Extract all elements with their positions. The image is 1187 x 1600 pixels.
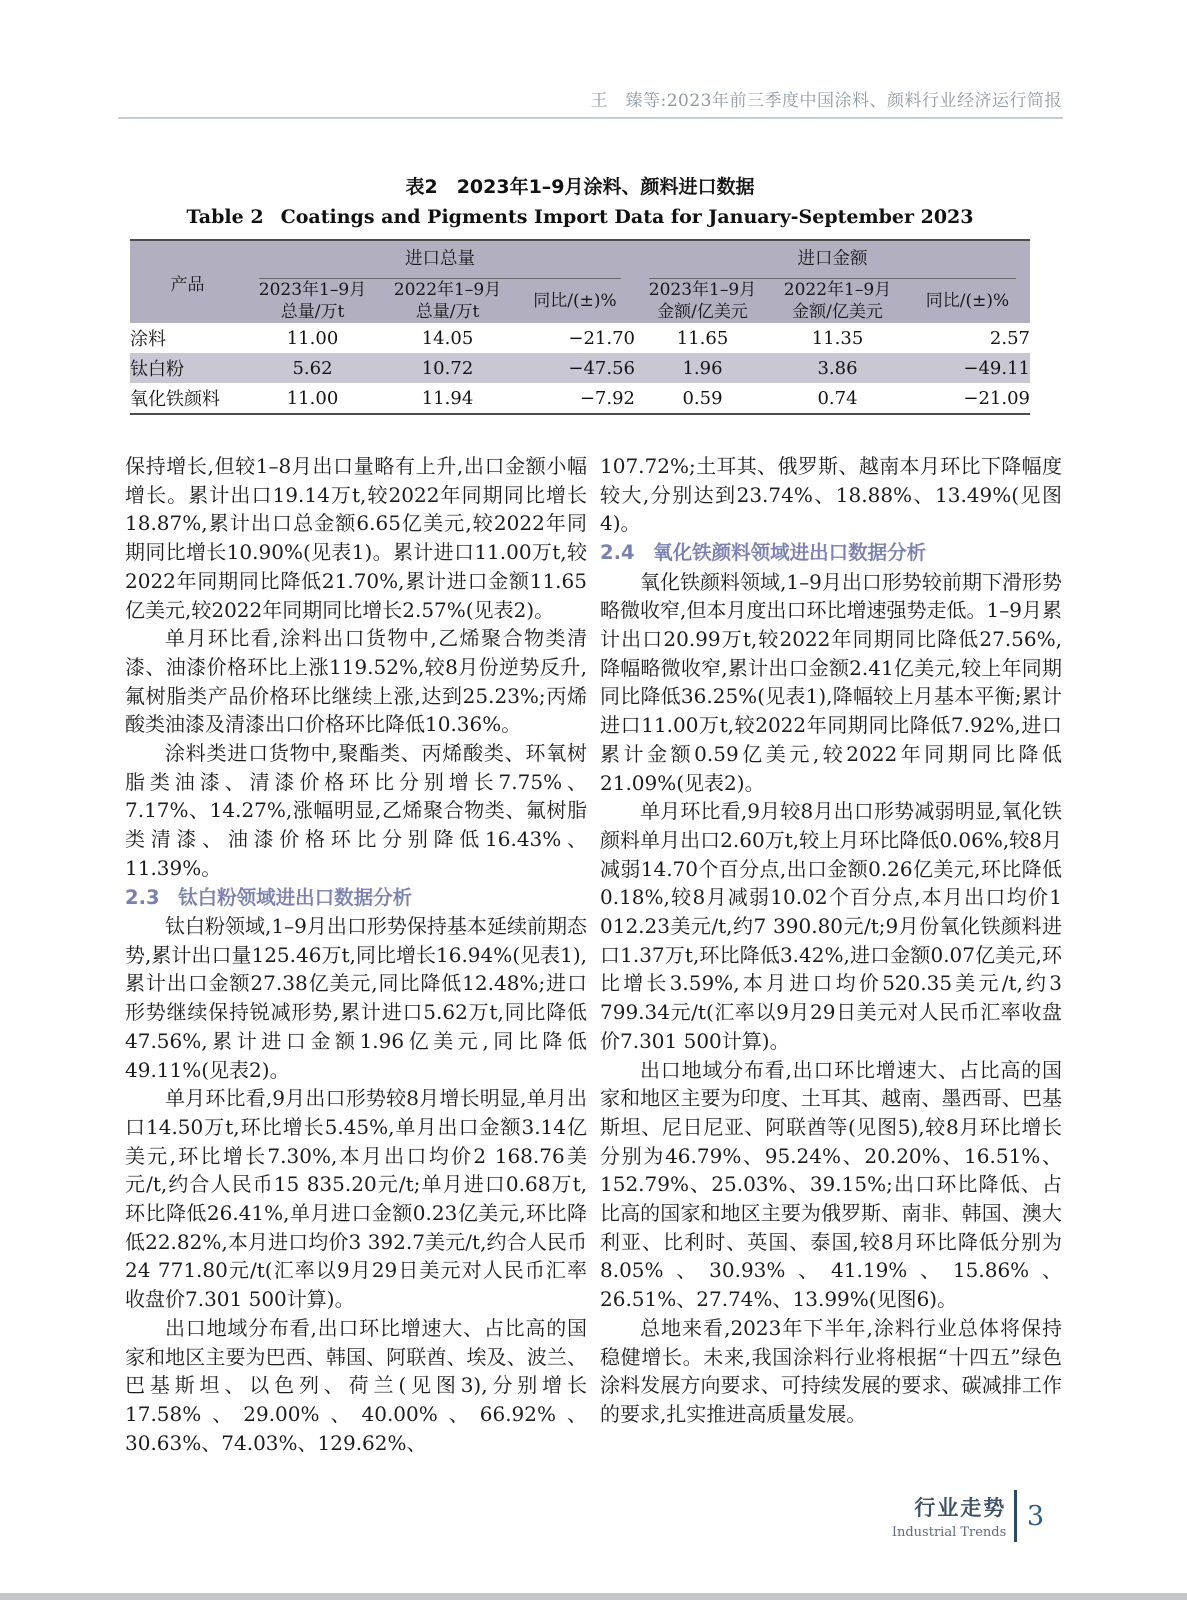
footer-label-zh: 行业走势 (914, 1496, 1007, 1520)
paragraph: 钛白粉领域,1–9月出口形势保持基本延续前期态势,累计出口量125.46万t,同比增长16.94%(见表1),累计出口金额27.38亿美元,同比降低12.48%;进口形势继续保持锐减形势,累计进口5.62万t,同比降低47.56%,累计进口金额1.96亿美元,同比降低49.11%(见表2)。 (125, 914, 587, 1082)
paragraph: 出口地域分布看,出口环比增速大、占比高的国家和地区主要为巴西、韩国、阿联酋、埃及、波兰、巴基斯坦、以色列、荷兰(见图3),分别增长17.58%、29.00%、40.00%、66.92%、30.63%、74.03%、129.62%、 (125, 1315, 587, 1455)
paragraph: 总地来看,2023年下半年,涂料行业总体将保持稳健增长。未来,我国涂料行业将根据“十四五”绿色涂料发展方向要求、可持续发展的要求、碳减排工作的要求,扎实推进高质量发展。 (600, 1315, 1062, 1426)
cell-value: 11.35 (811, 327, 864, 349)
table-row (130, 323, 1030, 353)
row-product: 涂料 (130, 329, 166, 350)
page-footer (892, 1490, 1044, 1542)
header-divider (118, 117, 1063, 119)
section-title: 氧化铁颜料领域进出口数据分析 (653, 541, 927, 565)
cell-value: 1.96 (635, 353, 770, 383)
import-data-table (130, 239, 1030, 415)
table-title-en (130, 206, 1030, 228)
table-title-zh (130, 172, 1030, 199)
group-header-import-volume: 进口总量 (245, 240, 635, 279)
cell-value: 2.57 (989, 327, 1030, 349)
table-caption-en: Coatings and Pigments Import Data for January-September 2023 (280, 206, 974, 228)
table-block (130, 172, 1030, 415)
row-product: 氧化铁颜料 (130, 389, 220, 410)
running-header: 王 臻等:2023年前三季度中国涂料、颜料行业经济运行简报 (590, 91, 1062, 111)
col-header-product: 产品 (130, 240, 245, 323)
section-heading-2-3 (125, 883, 587, 913)
section-title: 钛白粉领域进出口数据分析 (178, 885, 413, 909)
cell-value: 5.62 (245, 353, 380, 383)
cell-value: 3.86 (770, 353, 905, 383)
body-columns (125, 452, 1062, 1457)
left-column (125, 452, 587, 1457)
col-header-volume-2022: 2022年1–9月 总量/万t (380, 279, 515, 323)
table-row (130, 383, 1030, 414)
cell-value: 11.00 (286, 327, 339, 349)
table-number-en: Table 2 (186, 206, 264, 228)
col-header-amount-2023: 2023年1–9月 金额/亿美元 (635, 279, 770, 323)
row-product: 钛白粉 (130, 353, 245, 383)
cell-value: −21.09 (963, 387, 1030, 409)
right-column (600, 452, 1062, 1457)
cell-value: 11.94 (421, 387, 474, 409)
cell-value: 11.00 (286, 387, 339, 409)
cell-value: 0.59 (682, 387, 723, 409)
cell-value: −7.92 (579, 387, 635, 409)
section-heading-2-4 (600, 538, 1062, 568)
col-header-yoy-volume: 同比/(±)% (515, 279, 635, 323)
cell-value: 0.74 (817, 387, 858, 409)
cell-value: −47.56 (515, 353, 635, 383)
page-number: 3 (1026, 1500, 1044, 1532)
section-number: 2.4 (600, 541, 635, 565)
scan-edge (0, 1593, 1187, 1600)
footer-label-en: Industrial Trends (891, 1525, 1007, 1540)
cell-value: 11.65 (676, 327, 729, 349)
paragraph: 单月环比看,9月较8月出口形势减弱明显,氧化铁颜料单月出口2.60万t,较上月环比降低0.06%,较8月减弱14.70个百分点,出口金额0.26亿美元,环比降低0.18%,较8月减弱10.02个百分点,本月出口均价1 012.23美元/t,约7 390.80元/t;9月份氧化铁颜料进口1.37万t,环比降低3.42%,进口金额0.07亿美元,环比增长3.59%,本月进口均价520.35美元/t,约3 799.34元/t(汇率以9月29日美元对人民币汇率收盘价7.301 500计算)。 (600, 799, 1062, 1053)
table-row (130, 353, 1030, 383)
paragraph: 保持增长,但较1–8月出口量略有上升,出口金额小幅增长。累计出口19.14万t,较2022年同期同比增长18.87%,累计出口总金额6.65亿美元,较2022年同期同比增长10.90%(见表1)。累计进口11.00万t,较2022年同期同比降低21.70%,累计进口金额11.65亿美元,较2022年同期同比增长2.57%(见表2)。 (125, 454, 587, 622)
paragraph: 107.72%;土耳其、俄罗斯、越南本月环比下降幅度较大,分别达到23.74%、18.88%、13.49%(见图4)。 (600, 454, 1062, 536)
paragraph: 氧化铁颜料领域,1–9月出口形势较前期下滑形势略微收窄,但本月度出口环比增速强势走低。1–9月累计出口20.99万t,较2022年同期同比降低27.56%,降幅略微收窄,累计出口金额2.41亿美元,较上年同期同比降低36.25%(见表1),降幅较上月基本平衡;累计进口11.00万t,较2022年同期同比降低7.92%,进口累计金额0.59亿美元,较2022年同期同比降低21.09%(见表2)。 (600, 569, 1062, 795)
col-header-yoy-amount: 同比/(±)% (905, 279, 1030, 323)
paragraph: 出口地域分布看,出口环比增速大、占比高的国家和地区主要为印度、土耳其、越南、墨西哥、巴基斯坦、尼日尼亚、阿联酋等(见图5),较8月环比增长分别为46.79%、95.24%、20.20%、16.51%、152.79%、25.03%、39.15%;出口环比降低、占比高的国家和地区主要为俄罗斯、南非、韩国、澳大利亚、比利时、英国、泰国,较8月环比降低分别为8.05%、30.93%、41.19%、15.86%、26.51%、27.74%、13.99%(见图6)。 (600, 1057, 1062, 1312)
cell-value: 14.05 (421, 327, 474, 349)
footer-labels (892, 1492, 1014, 1540)
table-number-zh: 表2 (405, 176, 438, 198)
group-header-import-amount: 进口金额 (635, 240, 1030, 279)
table-caption-zh: 2023年1–9月涂料、颜料进口数据 (456, 176, 755, 198)
paragraph: 单月环比看,9月出口形势较8月增长明显,单月出口14.50万t,环比增长5.45%,单月出口金额3.14亿美元,环比增长7.30%,本月出口均价2 168.76美元/t,约合人民币15 835.20元/t;单月进口0.68万t,环比降低26.41%,单月进口金额0.23亿美元,环比降低22.82%,本月进口均价3 392.7美元/t,约合人民币24 771.80元/t(汇率以9月29日美元对人民币汇率收盘价7.301 500计算)。 (125, 1086, 587, 1312)
cell-value: 10.72 (380, 353, 515, 383)
table-header (130, 240, 1030, 323)
col-header-volume-2023: 2023年1–9月 总量/万t (245, 279, 380, 323)
paragraph: 涂料类进口货物中,聚酯类、丙烯酸类、环氧树脂类油漆、清漆价格环比分别增长7.75%、7.17%、14.27%,涨幅明显,乙烯聚合物类、氟树脂类清漆、油漆价格环比分别降低16.43%、11.39%。 (125, 741, 587, 880)
cell-value: −49.11 (905, 353, 1030, 383)
col-header-amount-2022: 2022年1–9月 金额/亿美元 (770, 279, 905, 323)
section-number: 2.3 (125, 885, 160, 909)
cell-value: −21.70 (568, 327, 635, 349)
paragraph: 单月环比看,涂料出口货物中,乙烯聚合物类清漆、油漆价格环比上涨119.52%,较8月份逆势反升,氟树脂类产品价格环比继续上涨,达到25.23%;丙烯酸类油漆及清漆出口价格环比降低10.36%。 (125, 626, 587, 737)
